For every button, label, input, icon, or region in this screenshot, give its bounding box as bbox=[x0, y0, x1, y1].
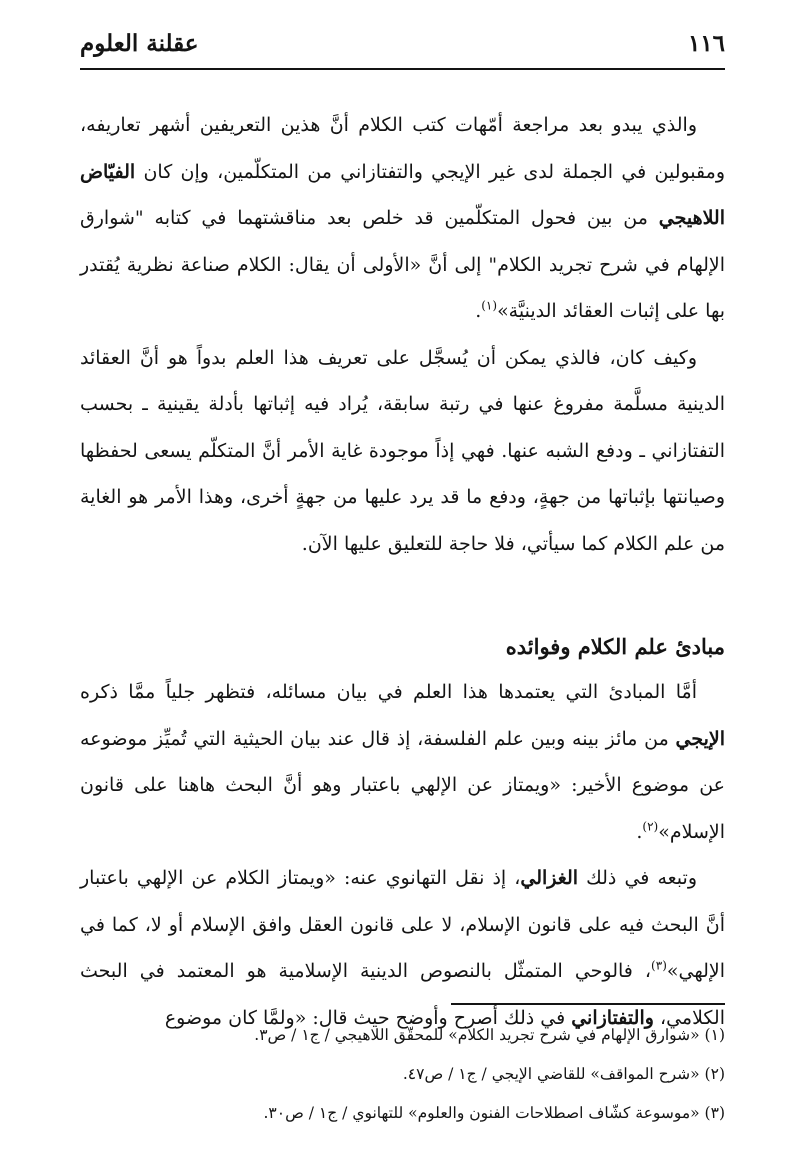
header-rule bbox=[80, 68, 725, 70]
text-run: ، فالوحي المتمثّل بالنصوص الدينية الإسلامية هو المعتمد في البحث الكلامي، bbox=[80, 960, 725, 1029]
name-taftazani: والتفتازاني bbox=[571, 1006, 654, 1029]
footnote-3: (٣) «موسوعة كشّاف اصطلاحات الفنون والعلوم» للتهانوي / ج١ / ص٣٠. bbox=[263, 1104, 725, 1122]
section-heading: مبادئ علم الكلام وفوائده bbox=[505, 634, 725, 659]
footnote-ref-2[interactable]: (٢) bbox=[642, 819, 659, 834]
running-title: عقلنة العلوم bbox=[80, 30, 199, 57]
section-spacer bbox=[80, 567, 725, 625]
text-run: . bbox=[475, 300, 482, 322]
footnote-ref-1[interactable]: (١) bbox=[481, 298, 498, 313]
text-run: . bbox=[636, 820, 643, 843]
footnote-ref-3[interactable]: (٣) bbox=[651, 958, 667, 973]
text-run: في ذلك أصرح وأوضح حيث قال: «ولمَّا كان موضوع bbox=[164, 1006, 572, 1029]
footnote-2: (٢) «شرح المواقف» للقاضي الإيجي / ج١ / ص٤٧. bbox=[402, 1065, 725, 1083]
name-iji: الإيجي bbox=[675, 727, 725, 750]
footnotes bbox=[80, 1016, 725, 1133]
text-run: من بين فحول المتكلّمين قد خلص بعد مناقشتهما في كتابه "شوارق الإلهام في شرح تجريد الكلام" إلى أنَّ «الأولى أن يقال: الكلام صناعة نظرية يُقتدر بها على إثبات العقائد الدينيَّة» bbox=[80, 207, 725, 322]
page-number: ١١٦ bbox=[687, 30, 725, 57]
paragraph-definitions bbox=[80, 102, 725, 335]
text-run: من مائز بينه وبين علم الفلسفة، إذ قال عند بيان الحيثية التي تُميِّز موضوعه عن موضوع الأخير: «ويمتاز عن الإلهي باعتبار وهو أنَّ البحث هاهنا على قانون الإسلام» bbox=[80, 727, 725, 843]
text-run: أمَّا المبادئ التي يعتمدها هذا العلم في بيان مسائله، فتظهر جلياً ممَّا ذكره bbox=[80, 681, 697, 703]
footnote-rule bbox=[451, 1003, 725, 1005]
text-run: ، إذ نقل التهانوي عنه: «ويمتاز الكلام عن الإلهي باعتبار أنَّ البحث فيه على قانون الإسلام، لا على قانون العقل وافق الإسلام أو لا، كما في الإلهي» bbox=[80, 867, 725, 982]
paragraph-principles bbox=[80, 669, 725, 855]
footnote-1: (١) «شوارق الإلهام في شرح تجريد الكلام» للمحقّق اللاهيجي / ج١ / ص٣. bbox=[254, 1026, 725, 1044]
text-run: والذي يبدو بعد مراجعة أمّهات كتب الكلام أنَّ هذين التعريفين أشهر تعاريفه، ومقبولين في الجملة لدى غير الإيجي والتفتازاني من المتكلّمين، وإن كان bbox=[80, 114, 725, 183]
paragraph-remark: وكيف كان، فالذي يمكن أن يُسجَّل على تعريف هذا العلم بدواً هو أنَّ العقائد الدينية مسلَّمة مفروغ عنها في رتبة سابقة، يُراد فيه إثباتها بأدلة يقينية ـ بحسب التفتازاني ـ ودفع الشبه عنها. فهي إذاً موجودة غاية الأمر أنَّ المتكلّم يسعى لحفظها وصيانتها بإثباتها من جهةٍ، ودفع ما قد يرد عليها من جهةٍ أخرى، وهذا الأمر هو الغاية من علم الكلام كما سيأتي، فلا حاجة للتعليق عليها الآن. bbox=[80, 346, 725, 555]
paragraph-ghazali bbox=[80, 855, 725, 1041]
text-run: وتبعه في ذلك bbox=[578, 867, 697, 889]
running-header bbox=[80, 28, 725, 68]
name-ghazali: الغزالي bbox=[520, 867, 579, 889]
main-text bbox=[80, 102, 725, 1041]
name-lahiji: الفيّاض اللاهيجي bbox=[80, 160, 725, 229]
